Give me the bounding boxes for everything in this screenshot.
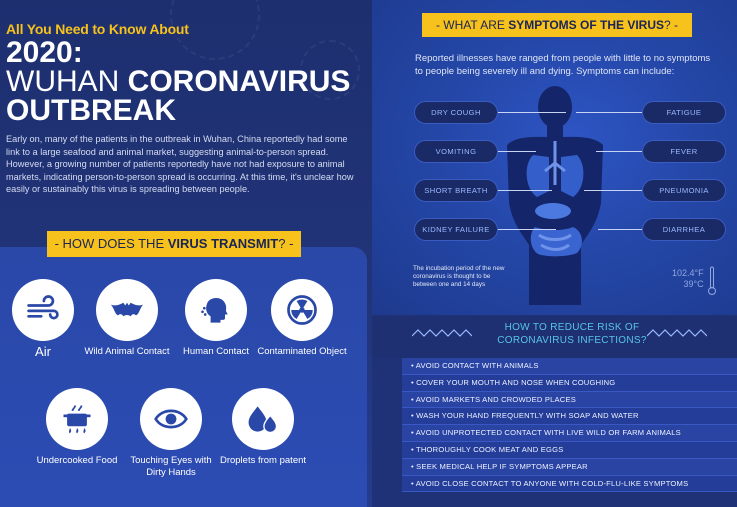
banner-bold-text: VIRUS TRANSMIT (167, 236, 279, 251)
droplets-icon (245, 401, 281, 437)
symptom-pill: SHORT BREATH (414, 179, 498, 202)
risk-list (402, 358, 737, 492)
cooking-pot-icon (59, 401, 95, 437)
risk-item: • WASH YOUR HAND FREQUENTLY WITH SOAP AND WATER (402, 408, 737, 425)
symptom-pill: FATIGUE (642, 101, 726, 124)
incubation-note: The incubation period of the new coronavirus is thought to be between one and 14 days (413, 265, 505, 288)
transmit-item-contaminated-object (257, 279, 347, 358)
transmit-label: Touching Eyes with Dirty Hands (130, 455, 212, 478)
connector-line (496, 190, 552, 191)
kicker-text: All You Need to Know About (6, 21, 189, 37)
symptom-pill: FEVER (642, 140, 726, 163)
transmit-item-air (0, 279, 88, 358)
connector-line (496, 151, 536, 152)
symptom-pill: VOMITING (414, 140, 498, 163)
transmit-item-human (171, 279, 261, 358)
risk-item: • AVOID CLOSE CONTACT TO ANYONE WITH COLD-FLU-LIKE SYMPTOMS (402, 476, 737, 493)
transmit-item-droplets (218, 388, 308, 467)
human-body-illustration (497, 85, 612, 305)
banner-text: - WHAT ARE (435, 18, 509, 32)
temperature-readout (672, 268, 704, 290)
thermometer-icon (708, 266, 716, 296)
risk-title: HOW TO REDUCE RISK OF CORONAVIRUS INFECTIONS? (497, 322, 647, 346)
risk-item: • AVOID MARKETS AND CROWDED PLACES (402, 392, 737, 409)
banner-text: ? - (664, 18, 679, 32)
connector-line (496, 112, 566, 113)
symptom-pill: PNEUMONIA (642, 179, 726, 202)
transmit-item-undercooked-food (32, 388, 122, 467)
title-wuhan: WUHAN (6, 65, 128, 98)
risk-header (372, 316, 737, 358)
symptoms-banner (422, 13, 692, 37)
transmit-circle (140, 388, 202, 450)
symptoms-panel (372, 0, 737, 315)
transmit-circle (271, 279, 333, 341)
title-year: 2020: (6, 36, 83, 69)
human-head-icon (198, 292, 234, 328)
transmit-circle (46, 388, 108, 450)
transmit-circle (232, 388, 294, 450)
symptom-pill: KIDNEY FAILURE (414, 218, 498, 241)
transmit-item-touching-eyes (126, 388, 216, 479)
banner-text: ? - (278, 236, 294, 251)
transmit-label: Wild Animal Contact (84, 346, 170, 357)
connector-line (576, 112, 642, 113)
intro-paragraph: Early on, many of the patients in the outbreak in Wuhan, China reportedly had some link to a large seafood and animal market, suggesting animal-to-person spread. However, a growing number of patients reportedly have not had exposure to animal markets, indicating person-to-person spread is occurring. At this time, it's unclear how easily or sustainably this virus is spreading between people. (6, 134, 354, 195)
symptom-pill: DRY COUGH (414, 101, 498, 124)
radiation-icon (284, 292, 320, 328)
risk-item: • THOROUGHLY COOK MEAT AND EGGS (402, 442, 737, 459)
title-coronavirus: CORONAVIRUS (127, 65, 351, 98)
transmit-circle (185, 279, 247, 341)
risk-item: • AVOID CONTACT WITH ANIMALS (402, 358, 737, 375)
connector-line (598, 229, 642, 230)
transmit-label: Human Contact (182, 346, 249, 357)
symptoms-intro: Reported illnesses have ranged from people with little to no symptoms to people being severely ill and dying. Symptoms can include: (415, 53, 711, 77)
temperature-celsius: 39°C (683, 279, 704, 289)
right-panel (372, 0, 737, 507)
zigzag-decoration (412, 328, 472, 338)
risk-item: • AVOID UNPROTECTED CONTACT WITH LIVE WILD OR FARM ANIMALS (402, 425, 737, 442)
title-line-3: OUTBREAK (6, 94, 176, 127)
transmit-banner (47, 231, 301, 257)
banner-bold-text: SYMPTOMS OF THE VIRUS (508, 18, 664, 32)
eye-icon (153, 401, 189, 437)
transmit-label: Contaminated Object (257, 346, 347, 357)
transmit-label: Droplets from patent (219, 455, 307, 466)
wind-icon (25, 292, 61, 328)
transmit-panel (0, 247, 367, 507)
temperature-fahrenheit: 102.4°F (672, 268, 704, 278)
risk-item: • COVER YOUR MOUTH AND NOSE WHEN COUGHING (402, 375, 737, 392)
zigzag-decoration (647, 328, 707, 338)
transmit-circle (12, 279, 74, 341)
transmit-label: Air (35, 344, 51, 359)
risk-item: • SEEK MEDICAL HELP IF SYMPTOMS APPEAR (402, 459, 737, 476)
bat-icon (109, 292, 145, 328)
transmit-circle (96, 279, 158, 341)
connector-line (596, 151, 642, 152)
transmit-item-wild-animal (82, 279, 172, 358)
symptom-pill: DIARRHEA (642, 218, 726, 241)
connector-line (496, 229, 556, 230)
connector-line (584, 190, 642, 191)
banner-text: - HOW DOES THE (54, 236, 168, 251)
transmit-label: Undercooked Food (36, 455, 118, 466)
